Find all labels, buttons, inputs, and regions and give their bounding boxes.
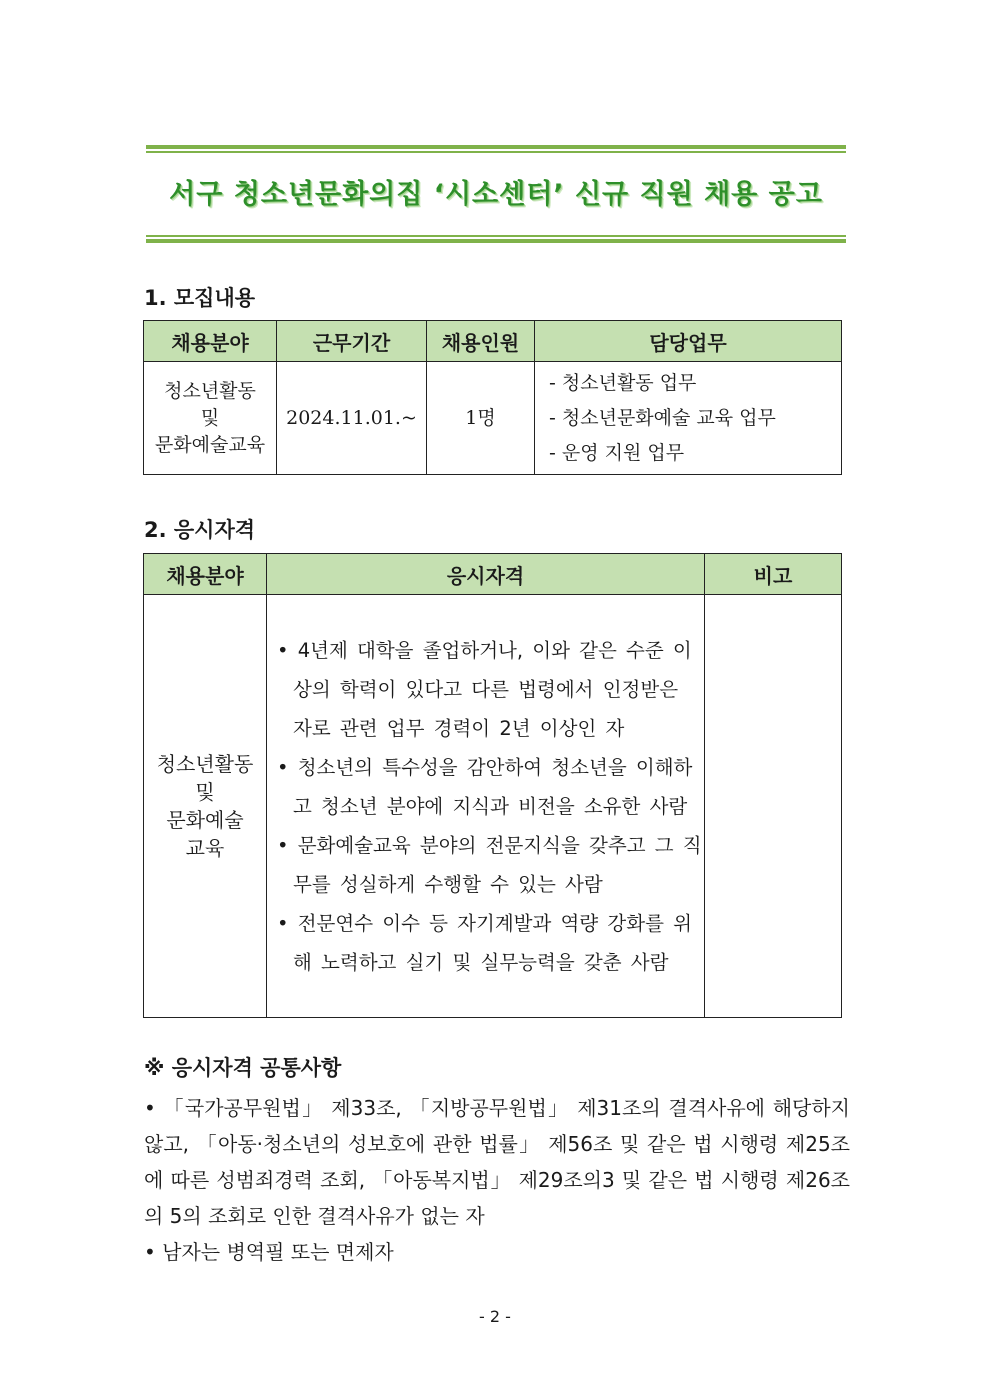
head-count: 1명	[427, 362, 535, 475]
remark-cell	[705, 595, 842, 1018]
table-header-row	[144, 554, 842, 595]
duties	[535, 362, 842, 475]
page-number: - 2 -	[479, 1307, 511, 1326]
title-bottom-rule	[146, 235, 846, 243]
duty-item: - 청소년문화예술 교육 업무	[549, 406, 776, 429]
common-item: • 남자는 병역필 또는 면제자	[144, 1240, 394, 1264]
common-requirements-heading: ※ 응시자격 공통사항	[144, 1056, 342, 1080]
page-title: 서구 청소년문화의집 ‘시소센터’ 신규 직원 채용 공고	[169, 179, 823, 210]
recruitment-field: 청소년활동 및 문화예술교육	[144, 362, 277, 475]
header-duties: 담당업무	[535, 321, 842, 362]
duty-item: - 운영 지원 업무	[549, 441, 685, 464]
table-header-row	[144, 321, 842, 362]
qualification-item: • 청소년의 특수성을 감안하여 청소년을 이해하고 청소년 분야에 지식과 비전을 소유한 사람	[277, 755, 693, 818]
common-requirements	[144, 1090, 850, 1270]
header-field: 채용분야	[144, 321, 277, 362]
header-remark: 비고	[705, 554, 842, 595]
title-top-rule	[146, 145, 846, 153]
header-count: 채용인원	[427, 321, 535, 362]
common-item: • 「국가공무원법」 제33조, 「지방공무원법」 제31조의 결격사유에 해당하지 않고, 「아동·청소년의 성보호에 관한 법률」 제56조 및 같은 법 시행령 제25조에 따른 성범죄경력 조회, 「아동복지법」 제29조의3 및 같은 법 시행령 제26조의 5의 조회로 인한 결격사유가 없는 자	[144, 1096, 850, 1228]
qualification-item: • 전문연수 이수 등 자기계발과 역량 강화를 위해 노력하고 실기 및 실무능력을 갖춘 사람	[277, 911, 692, 974]
duty-item: - 청소년활동 업무	[549, 371, 697, 394]
qualification-list	[267, 595, 705, 1018]
section-heading-recruitment: 1. 모집내용	[144, 286, 256, 310]
work-period: 2024.11.01.~	[277, 362, 427, 475]
header-qualification: 응시자격	[267, 554, 705, 595]
recruitment-table	[143, 320, 842, 475]
section-heading-qualifications: 2. 응시자격	[144, 518, 256, 542]
qualification-field: 청소년활동 및 문화예술 교육	[144, 595, 267, 1018]
header-period: 근무기간	[277, 321, 427, 362]
qualification-table	[143, 553, 842, 1018]
header-field: 채용분야	[144, 554, 267, 595]
table-row	[144, 595, 842, 1018]
qualification-item: • 문화예술교육 분야의 전문지식을 갖추고 그 직무를 성실하게 수행할 수 있는 사람	[277, 833, 702, 896]
table-row	[144, 362, 842, 475]
qualification-item: • 4년제 대학을 졸업하거나, 이와 같은 수준 이상의 학력이 있다고 다른 법령에서 인정받은 자로 관련 업무 경력이 2년 이상인 자	[277, 638, 692, 740]
